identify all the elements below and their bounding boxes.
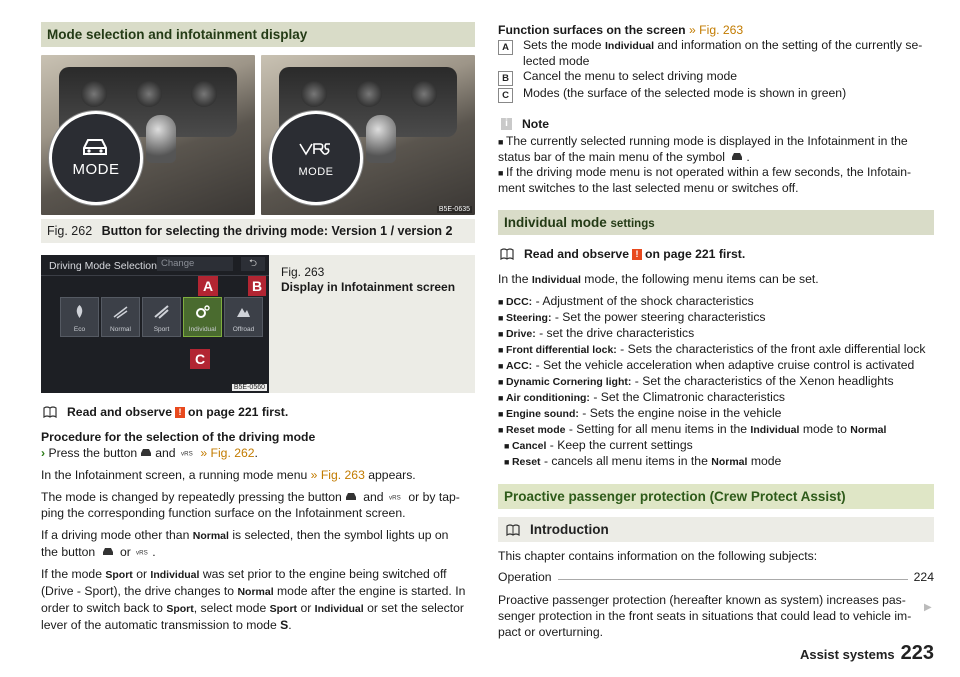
list-item: ■ Engine sound: - Sets the engine noise in the vehicle bbox=[498, 406, 934, 422]
vrs-mode-icon bbox=[181, 447, 195, 459]
mode-button-icon bbox=[139, 447, 153, 459]
key-c: C bbox=[498, 88, 513, 103]
list-item: ■ Air conditioning: - Set the Climatronic characteristics bbox=[498, 390, 934, 406]
vrs-mode-icon bbox=[389, 491, 403, 503]
list-item: ■ If the driving mode menu is not operated within a few seconds, the Infotain- ment switches to the last selected menu or switches off. bbox=[498, 165, 934, 196]
fig-263-link[interactable]: » Fig. 263 bbox=[310, 468, 365, 482]
list-item: ■ Dynamic Cornering light: - Set the characteristics of the Xenon headlights bbox=[498, 374, 934, 390]
svg-text:vRS: vRS bbox=[388, 494, 401, 502]
vrs-mode-icon bbox=[136, 546, 150, 558]
page-footer bbox=[800, 642, 934, 665]
info-icon: i bbox=[501, 118, 512, 130]
gear-lever-image bbox=[146, 115, 176, 163]
cogs-icon bbox=[195, 304, 210, 319]
vrs-logo-icon bbox=[298, 142, 332, 156]
sport-road-icon bbox=[154, 304, 169, 319]
road-icon bbox=[113, 304, 128, 319]
list-item: ■ DCC: - Adjustment of the shock characteristics bbox=[498, 294, 934, 310]
book-icon bbox=[506, 524, 520, 536]
subsection-heading-introduction: Introduction bbox=[498, 517, 934, 542]
section-heading-mode-selection: Mode selection and infotainment display bbox=[41, 22, 475, 47]
paragraph-symbol-lights: If a driving mode other than Normal is selected, then the symbol lights up on the button or vRS . bbox=[41, 528, 449, 559]
fig-262-link[interactable]: » Fig. 262 bbox=[200, 446, 255, 460]
mode-tiles bbox=[60, 297, 263, 337]
tile-normal: Normal bbox=[101, 297, 140, 337]
label-a: A bbox=[198, 276, 218, 296]
footer-section: Assist systems bbox=[799, 647, 895, 662]
note-list bbox=[498, 134, 934, 196]
tile-individual: Individual bbox=[183, 297, 222, 337]
figure-262-caption: Fig. 262 Button for selecting the driving mode: Version 1 / version 2 bbox=[41, 219, 475, 243]
image-code: B5E-0560 bbox=[233, 384, 265, 391]
function-surfaces-title: Function surfaces on the screen » Fig. 263 bbox=[498, 23, 744, 37]
gear-lever-image bbox=[366, 115, 396, 163]
infotainment-screen-image bbox=[41, 255, 269, 393]
list-item: C Modes (the surface of the selected mode is shown in green) bbox=[498, 86, 934, 103]
reset-sub-list bbox=[498, 438, 934, 470]
tile-sport: Sport bbox=[142, 297, 181, 337]
key-b: B bbox=[498, 71, 513, 86]
read-observe-notice: Read and observe ! on page 221 first. bbox=[498, 247, 934, 261]
screen-change-button: Change bbox=[157, 257, 233, 271]
list-item: ■ Drive: - set the drive characteristics bbox=[498, 326, 934, 342]
list-item: ■ Front differential lock: - Sets the characteristics of the front axle differential lock bbox=[498, 342, 934, 358]
key-a: A bbox=[498, 40, 513, 55]
warning-icon: ! bbox=[175, 407, 185, 418]
tile-offroad: Offroad bbox=[224, 297, 263, 337]
list-item: ■ ACC: - Set the vehicle acceleration when adaptive cruise control is activated bbox=[498, 358, 934, 374]
svg-text:vRS: vRS bbox=[180, 450, 193, 458]
leaf-icon bbox=[72, 304, 87, 319]
book-icon bbox=[500, 248, 514, 260]
procedure-title: Procedure for the selection of the driving mode bbox=[41, 430, 316, 444]
toc-entry-operation[interactable]: Operation 224 bbox=[498, 570, 934, 584]
list-item: ■ Reset mode - Setting for all menu items in the Individual mode to Normal bbox=[498, 422, 934, 438]
mode-button-callout bbox=[49, 111, 143, 205]
image-code: B5E-0635 bbox=[438, 206, 470, 213]
mode-button-icon bbox=[344, 491, 358, 503]
list-item: ■ Steering: - Set the power steering characteristics bbox=[498, 310, 934, 326]
individual-settings-list bbox=[498, 294, 934, 438]
figure-263-caption: Fig. 263 Display in Infotainment screen bbox=[281, 265, 456, 294]
label-c: C bbox=[190, 349, 210, 369]
continue-arrow-icon: ▶ bbox=[924, 602, 932, 613]
list-item: B Cancel the menu to select driving mode bbox=[498, 69, 934, 86]
car-icon bbox=[730, 151, 744, 163]
list-item: A Sets the mode Individual and information on the setting of the currently se- lected mode bbox=[498, 38, 934, 69]
intro-text: This chapter contains information on the following subjects: bbox=[498, 549, 818, 563]
figure-262-photos bbox=[41, 55, 475, 215]
section-heading-crew-protect: Proactive passenger protection (Crew Protect Assist) bbox=[498, 484, 934, 509]
photo-version-2 bbox=[261, 55, 475, 215]
paragraph-engine-restart: If the mode Sport or Individual was set prior to the engine being switched off (Drive - Sport), the drive changes to Normal mode after the engine is started. In order to switch back to Sport, select mode Sport or Individual or set the selector lever of the automatic transmission to mode S. bbox=[41, 567, 466, 632]
svg-text:vRS: vRS bbox=[136, 549, 148, 557]
fig-263-link[interactable]: » Fig. 263 bbox=[689, 23, 744, 37]
note-heading: i Note bbox=[498, 117, 934, 131]
photo-version-1 bbox=[41, 55, 255, 215]
screen-title: Driving Mode Selection bbox=[49, 260, 157, 272]
label-b: B bbox=[248, 276, 266, 296]
list-item: ■ Reset - cancels all menu items in the Normal mode bbox=[498, 454, 934, 470]
paragraph-running-mode: In the Infotainment screen, a running mode menu » Fig. 263 appears. bbox=[41, 468, 416, 482]
mode-label: MODE bbox=[298, 166, 334, 178]
rs-mode-button-callout bbox=[269, 111, 363, 205]
mode-button-icon bbox=[101, 546, 115, 558]
screen-back-icon: ⮌ bbox=[241, 257, 265, 271]
function-surfaces-list bbox=[498, 38, 934, 103]
mode-label: MODE bbox=[72, 161, 120, 178]
car-icon bbox=[80, 136, 110, 158]
paragraph-mode-change: The mode is changed by repeatedly pressing the button and vRS or by tap- ping the corresponding function surface on the Infotainment screen. bbox=[41, 490, 460, 520]
right-column bbox=[498, 22, 934, 640]
section-heading-individual: Individual mode settings bbox=[498, 210, 934, 235]
list-item: ■ The currently selected running mode is displayed in the Infotainment in the status bar of the main menu of the symbol . bbox=[498, 134, 934, 165]
page-number: 223 bbox=[900, 642, 934, 664]
read-observe-notice: Read and observe ! on page 221 first. bbox=[41, 405, 475, 419]
warning-icon: ! bbox=[632, 249, 642, 260]
tile-eco: Eco bbox=[60, 297, 99, 337]
individual-intro: In the Individual mode, the following menu items can be set. bbox=[498, 272, 819, 286]
figure-263 bbox=[41, 255, 475, 393]
crew-protect-description: Proactive passenger protection (hereafter known as system) increases pas- senger protection in the front seats in situations that could lead to vehicle im- pact or overturning. bbox=[498, 593, 912, 639]
procedure-step-1: › Press the button and vRS » Fig. 262. bbox=[41, 446, 258, 460]
mountain-icon bbox=[236, 304, 251, 319]
list-item: ■ Cancel - Keep the current settings bbox=[498, 438, 934, 454]
book-icon bbox=[43, 406, 57, 418]
left-column bbox=[41, 22, 475, 633]
